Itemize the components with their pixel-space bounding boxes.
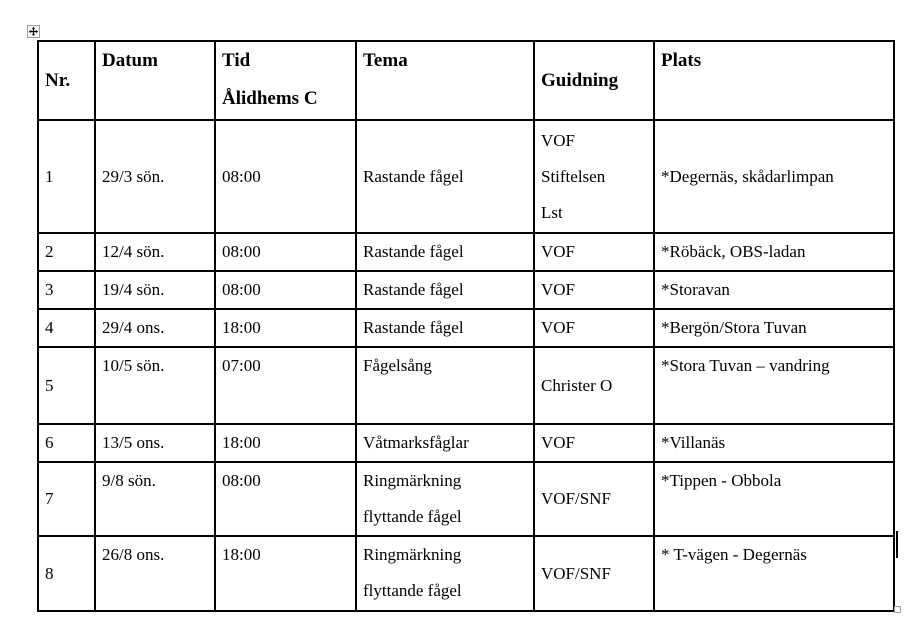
cell-text-line: 1 <box>45 166 54 186</box>
cell-text-line: 26/8 ons. <box>102 545 165 564</box>
cell-text-line: 10/5 sön. <box>102 356 165 375</box>
cell-text-line: *Röbäck, OBS-ladan <box>661 242 806 261</box>
cell-text-line: VOF <box>541 318 576 337</box>
cell-tid-row-8[interactable] <box>215 536 356 611</box>
cell-text-line: 12/4 sön. <box>102 242 165 261</box>
table-row <box>38 462 894 536</box>
cell-text-line: Rastande fågel <box>363 318 464 337</box>
table-move-icon <box>29 27 38 36</box>
cell-text-line: Rastande fågel <box>363 242 464 261</box>
cell-tema-row-1[interactable] <box>356 120 534 233</box>
cell-guidning-row-7[interactable] <box>534 462 654 536</box>
cell-text-line: *Villanäs <box>661 433 726 452</box>
cell-plats-row-2[interactable] <box>654 233 894 271</box>
cell-datum-row-3[interactable] <box>95 271 215 309</box>
cell-text-line: flyttande fågel <box>363 581 462 600</box>
cell-text-line: Ringmärkning <box>363 545 462 564</box>
column-header-plats[interactable] <box>654 41 894 120</box>
cell-tid-row-1[interactable] <box>215 120 356 233</box>
cell-text-line: Tema <box>363 50 408 71</box>
cell-text-line: 8 <box>45 563 54 583</box>
cell-plats-row-4[interactable] <box>654 309 894 347</box>
cell-datum-row-7[interactable] <box>95 462 215 536</box>
column-header-tid[interactable] <box>215 41 356 120</box>
cell-plats-row-1[interactable] <box>654 120 894 233</box>
table-row <box>38 424 894 462</box>
cell-guidning-row-4[interactable] <box>534 309 654 347</box>
cell-text-line: VOF <box>541 242 576 261</box>
cell-text-line: Datum <box>102 50 158 71</box>
cell-text-line: 18:00 <box>222 433 261 452</box>
cell-guidning-row-8[interactable] <box>534 536 654 611</box>
cell-text-line: flyttande fågel <box>363 507 462 526</box>
cell-tid-row-5[interactable] <box>215 347 356 424</box>
cell-text-line: 07:00 <box>222 356 261 375</box>
cell-datum-row-2[interactable] <box>95 233 215 271</box>
cell-nr-row-1[interactable] <box>38 120 95 233</box>
cell-plats-row-6[interactable] <box>654 424 894 462</box>
cell-tema-row-3[interactable] <box>356 271 534 309</box>
cell-nr-row-4[interactable] <box>38 309 95 347</box>
cell-text-line: 29/4 ons. <box>102 318 165 337</box>
table-row <box>38 347 894 424</box>
cell-datum-row-6[interactable] <box>95 424 215 462</box>
cell-text-line: 08:00 <box>222 166 261 186</box>
cell-text-line: 2 <box>45 242 54 261</box>
cell-plats-row-5[interactable] <box>654 347 894 424</box>
cell-tema-row-4[interactable] <box>356 309 534 347</box>
cell-text-line: VOF <box>541 433 576 452</box>
cell-text-line: 6 <box>45 433 54 452</box>
cell-text-line: 08:00 <box>222 280 261 299</box>
cell-plats-row-8[interactable] <box>654 536 894 611</box>
cell-text-line: 13/5 ons. <box>102 433 165 452</box>
cell-text-line: Våtmarksfåglar <box>363 433 469 452</box>
cell-text-line: 29/3 sön. <box>102 166 165 186</box>
cell-tema-row-7[interactable] <box>356 462 534 536</box>
table-row <box>38 536 894 611</box>
cell-nr-row-6[interactable] <box>38 424 95 462</box>
cell-text-line: Plats <box>661 50 702 71</box>
cell-text-line: Nr. <box>45 69 71 91</box>
cell-text-line: Tid <box>222 50 251 71</box>
cell-text-line: 7 <box>45 489 54 508</box>
cell-text-line: 18:00 <box>222 318 261 337</box>
cell-text-line: *Tippen - Obbola <box>661 471 782 490</box>
cell-tema-row-2[interactable] <box>356 233 534 271</box>
cell-text-line: Fågelsång <box>363 356 432 375</box>
table-row <box>38 120 894 233</box>
table-row <box>38 309 894 347</box>
cell-text-line: Ringmärkning <box>363 471 462 490</box>
cell-text-line: VOF/SNF <box>541 563 611 583</box>
cell-datum-row-8[interactable] <box>95 536 215 611</box>
cell-text-line: VOF/SNF <box>541 489 611 508</box>
cell-nr-row-8[interactable] <box>38 536 95 611</box>
cell-text-line: Ålidhems C <box>222 88 318 109</box>
column-header-guidning[interactable] <box>534 41 654 120</box>
cell-guidning-row-5[interactable] <box>534 347 654 424</box>
cell-text-line: *Stora Tuvan – vandring <box>661 356 830 375</box>
cell-text-line: 4 <box>45 318 54 337</box>
cell-text-line: * T-vägen - Degernäs <box>661 545 807 564</box>
header-row <box>38 41 894 120</box>
table-row <box>38 271 894 309</box>
cell-text-line: Lst <box>541 202 563 222</box>
cell-datum-row-5[interactable] <box>95 347 215 424</box>
cell-tema-row-6[interactable] <box>356 424 534 462</box>
cell-text-line: 3 <box>45 280 54 299</box>
column-header-nr[interactable] <box>38 41 95 120</box>
cell-text-line: 18:00 <box>222 545 261 564</box>
cell-tema-row-5[interactable] <box>356 347 534 424</box>
cell-tid-row-4[interactable] <box>215 309 356 347</box>
cell-text-line: 5 <box>45 375 54 395</box>
cell-tid-row-3[interactable] <box>215 271 356 309</box>
cell-guidning-row-6[interactable] <box>534 424 654 462</box>
text-cursor <box>896 531 898 558</box>
cell-tid-row-6[interactable] <box>215 424 356 462</box>
cell-text-line: *Bergön/Stora Tuvan <box>661 318 807 337</box>
cell-text-line: Christer O <box>541 375 613 395</box>
cell-guidning-row-3[interactable] <box>534 271 654 309</box>
cell-nr-row-2[interactable] <box>38 233 95 271</box>
cell-nr-row-7[interactable] <box>38 462 95 536</box>
cell-guidning-row-1[interactable] <box>534 120 654 233</box>
cell-text-line: VOF <box>541 280 576 299</box>
table-resize-handle[interactable] <box>894 606 901 613</box>
column-header-datum[interactable] <box>95 41 215 120</box>
cell-text-line: *Storavan <box>661 280 730 299</box>
cell-text-line: 9/8 sön. <box>102 471 156 490</box>
cell-text-line: 19/4 sön. <box>102 280 165 299</box>
cell-text-line: Stiftelsen <box>541 166 606 186</box>
cell-text-line: VOF <box>541 130 576 150</box>
cell-text-line: 08:00 <box>222 471 261 490</box>
events-table <box>37 40 895 612</box>
table-row <box>38 233 894 271</box>
table-move-handle[interactable] <box>27 25 40 38</box>
cell-nr-row-3[interactable] <box>38 271 95 309</box>
cell-tid-row-7[interactable] <box>215 462 356 536</box>
cell-text-line: 08:00 <box>222 242 261 261</box>
cell-datum-row-4[interactable] <box>95 309 215 347</box>
cell-nr-row-5[interactable] <box>38 347 95 424</box>
cell-plats-row-7[interactable] <box>654 462 894 536</box>
cell-text-line: *Degernäs, skådarlimpan <box>661 166 834 186</box>
cell-text-line: Rastande fågel <box>363 166 464 186</box>
cell-tid-row-2[interactable] <box>215 233 356 271</box>
cell-datum-row-1[interactable] <box>95 120 215 233</box>
cell-plats-row-3[interactable] <box>654 271 894 309</box>
cell-text-line: Rastande fågel <box>363 280 464 299</box>
cell-tema-row-8[interactable] <box>356 536 534 611</box>
column-header-tema[interactable] <box>356 41 534 120</box>
cell-text-line: Guidning <box>541 69 619 91</box>
cell-guidning-row-2[interactable] <box>534 233 654 271</box>
schedule-table <box>37 40 895 612</box>
